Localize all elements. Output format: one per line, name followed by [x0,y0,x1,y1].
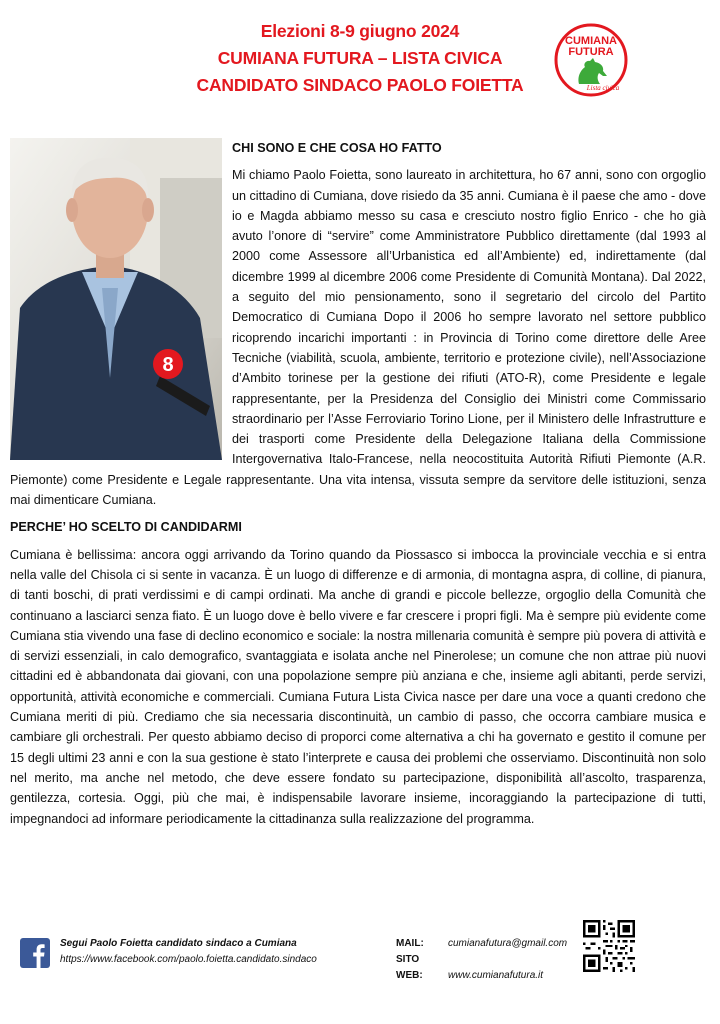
candidate-title: CANDIDATO SINDACO PAOLO FOIETTA [196,75,524,95]
election-date: Elezioni 8-9 giugno 2024 [260,21,460,41]
microphone-badge: 8 [162,354,174,376]
logo-name-line2: FUTURA [568,46,614,58]
logo-tagline: Lista civica [586,84,620,92]
facebook-icon[interactable] [20,938,50,968]
follow-text: Segui Paolo Foietta candidato sindaco a Cumiana [60,938,297,949]
qr-code [583,920,635,972]
section-title-why-candidate: PERCHE’ HO SCELTO DI CANDIDARMI [10,520,242,535]
section-text-who-am-i: Mi chiamo Paolo Foietta, sono laureato in architettura, ho 67 anni, sono con orgoglio un cittadino di Cumiana, dove risiedo da 35 anni. Cumiana è il paese che amo - dove io e Magda abbiamo messo su casa e cresciuto nostro figlio Enrico - che ho già avuto l’onore di “servire” come Amministratore Pubblico direttamente (dal 1993 al 2000 come Assessore all’Urbanistica ed all’Ambiente) ed, indirettamente (dal dicembre 1999 al dicembre 2006 come Presidente di Comunità Montana). Dal 2022, a seguito del mio pensionamento, sono il segretario del circolo del Partito Democratico di Cumiana Dopo il 2006 ho sempre lavorato nel settore pubblico ricoprendo incarichi importanti : in Provincia di Torino come direttore delle Aree Tecniche (viabilità, scuola, ambiente, territorio e protezione civile), nell’Associazione d’Ambito torinese per la gestione dei rifiuti (ATO-R), come Presidente e legale rappresentante, per la Presidenza del Consiglio dei Ministri come Commissario straordinario per l’Asse Ferroviario Torino Lione, per il Ministero delle Infrastrutture e dei trasporti come Presidente della Delegazione Italiana della Commissione Intergovernativa Italo-Francese, nella neocostituita Autorità Rifiuti Piemonte (A.R. Piemonte) come Presidente e Legale rappresentante. Una vita intensa, vissuta sempre da servitore delle istituzioni, senza mai dimenticare Cumiana. [10,168,706,508]
mail-link[interactable]: cumianafutura@gmail.com [448,938,568,949]
article-body [10,138,706,829]
facebook-link[interactable]: https://www.facebook.com/paolo.foietta.candidato.sindaco [60,954,317,965]
list-name: CUMIANA FUTURA – LISTA CIVICA [217,48,503,68]
section-text-why-candidate: Cumiana è bellissima: ancora oggi arrivando da Torino quando da Piossasco si imbocca la provinciale vecchia e si entra nella valle del Chisola ci si sente in vacanza. È un luogo di differenze e di armonia, di montagna aspra, di colline, di pianura, di tanti boschi, di prati verdissimi e di campi ordinati. Ma anche di grandi e piccole bellezze, orgoglio della Comunità che continuano a lasciarci senza fiato. È un luogo dove è bello vivere e far crescere i propri figli. Ma è sempre più evidente come Cumiana stia vivendo una fase di declino economico e sociale: la nostra millenaria comunità è sempre più povera di attività e di servizi essenziali, in calo demografico, svantaggiata e isolata anche nel Pinerolese; un comune che non attrae più nuovi cittadini ed è abbandonata dai giovani, con una popolazione sempre più anziana e che, insieme agli abitanti, perde servizi, opportunità, attività economiche e commerciali. Cumiana Futura Lista Civica nasce per dare una voce a quanti credono che Cumiana meriti di più. Crediamo che sia necessaria discontinuità, un cambio di passo, che occorra cambiare musica e cambiare gli orchestrali. Per questo abbiamo deciso di proporci come alternativa a chi ha governato e gestito il comune per 15 degli ultimi 23 anni e con la sua gestione è stato l’interprete e causa dei problemi che osserviamo. Discontinuità non solo nel merito, ma anche nel metodo, che deve essere fondato su partecipazione, disponibilità all’ascolto, trasparenza, gentilezza, cortesia. Oggi, più che mai, è indispensabile lavorare insieme, incoraggiando la partecipazione di tutti, impegnandoci ad informare periodicamente la cittadinanza sulla realizzazione del programma. [10,547,706,826]
facebook-info [60,936,317,968]
contact-info [396,936,567,984]
website-link[interactable]: www.cumianafutura.it [448,970,544,981]
logo-name-line1: CUMIANA [565,35,617,47]
cumiana-futura-logo [553,18,629,102]
mail-label: MAIL: [396,938,424,949]
section-title-who-am-i: CHI SONO E CHE COSA HO FATTO [232,141,442,155]
footer [0,930,720,990]
website-label: SITO WEB: [396,954,423,981]
